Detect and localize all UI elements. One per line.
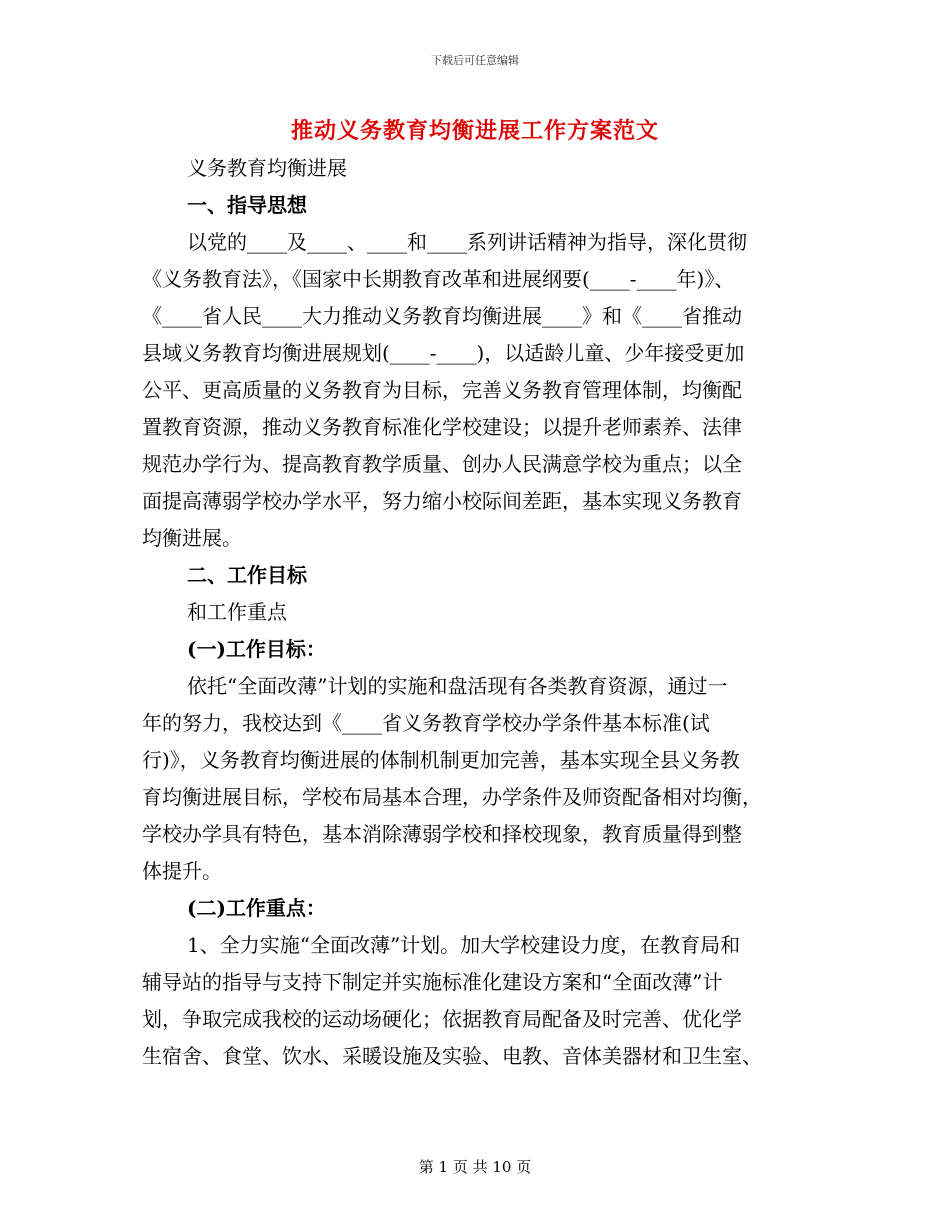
- paragraph-line: 面提高薄弱学校办学水平，努力缩小校际间差距，基本实现义务教育: [142, 489, 742, 513]
- paragraph-line: 规范办学行为、提高教育教学质量、创办人民满意学校为重点；以全: [142, 452, 742, 476]
- section-heading-guiding-ideology: 一、指导思想: [187, 193, 307, 217]
- paragraph-line: 体提升。: [142, 859, 222, 883]
- paragraph-line: 以党的____及____、____和____系列讲话精神为指导，深化贯彻: [187, 230, 747, 254]
- paragraph-line: 1、全力实施“全面改薄”计划。加大学校建设力度，在教育局和: [187, 933, 741, 957]
- document-title: 推动义务教育均衡进展工作方案范文: [290, 118, 659, 144]
- page-number: 第 1 页 共 10 页: [418, 1158, 532, 1176]
- page-header-note: 下载后可任意编辑: [431, 54, 519, 67]
- paragraph-line: 生宿舍、食堂、饮水、采暖设施及实验、电教、音体美器材和卫生室、: [142, 1044, 762, 1068]
- paragraph-line: 学校办学具有特色，基本消除薄弱学校和择校现象，教育质量得到整: [142, 822, 742, 846]
- paragraph-line: 县域义务教育均衡进展规划(____-____)，以适龄儿童、少年接受更加: [142, 341, 745, 365]
- subsection-heading-goals: (一)工作目标：: [187, 637, 326, 661]
- document-body: [142, 150, 812, 1075]
- paragraph-line: 公平、更高质量的义务教育为目标，完善义务教育管理体制，均衡配: [142, 378, 742, 402]
- paragraph-line: 育均衡进展目标，学校布局基本合理，办学条件及师资配备相对均衡，: [142, 785, 762, 809]
- subtitle-line: 义务教育均衡进展: [187, 156, 347, 180]
- paragraph-line: 行)》，义务教育均衡进展的体制机制更加完善，基本实现全县义务教: [142, 748, 740, 772]
- paragraph-line: 辅导站的指导与支持下制定并实施标准化建设方案和“全面改薄”计: [142, 970, 723, 994]
- paragraph-line: 均衡进展。: [142, 526, 242, 550]
- section-heading-work-goals: 二、工作目标: [187, 563, 307, 587]
- paragraph-line: 《____省人民____大力推动义务教育均衡进展____》和《____省推动: [142, 304, 742, 328]
- paragraph-line: 《义务教育法》，《国家中长期教育改革和进展纲要(____-____年)》、: [142, 267, 735, 291]
- paragraph-line: 置教育资源，推动义务教育标准化学校建设；以提升老师素养、法律: [142, 415, 742, 439]
- paragraph-line: 划，争取完成我校的运动场硬化；依据教育局配备及时完善、优化学: [142, 1007, 742, 1031]
- subsection-heading-priorities: (二)工作重点：: [187, 896, 326, 920]
- paragraph-line: 年的努力，我校达到《____省义务教育学校办学条件基本标准(试: [142, 711, 710, 735]
- paragraph-line: 和工作重点: [187, 600, 287, 624]
- paragraph-line: 依托“全面改薄”计划的实施和盘活现有各类教育资源，通过一: [187, 674, 728, 698]
